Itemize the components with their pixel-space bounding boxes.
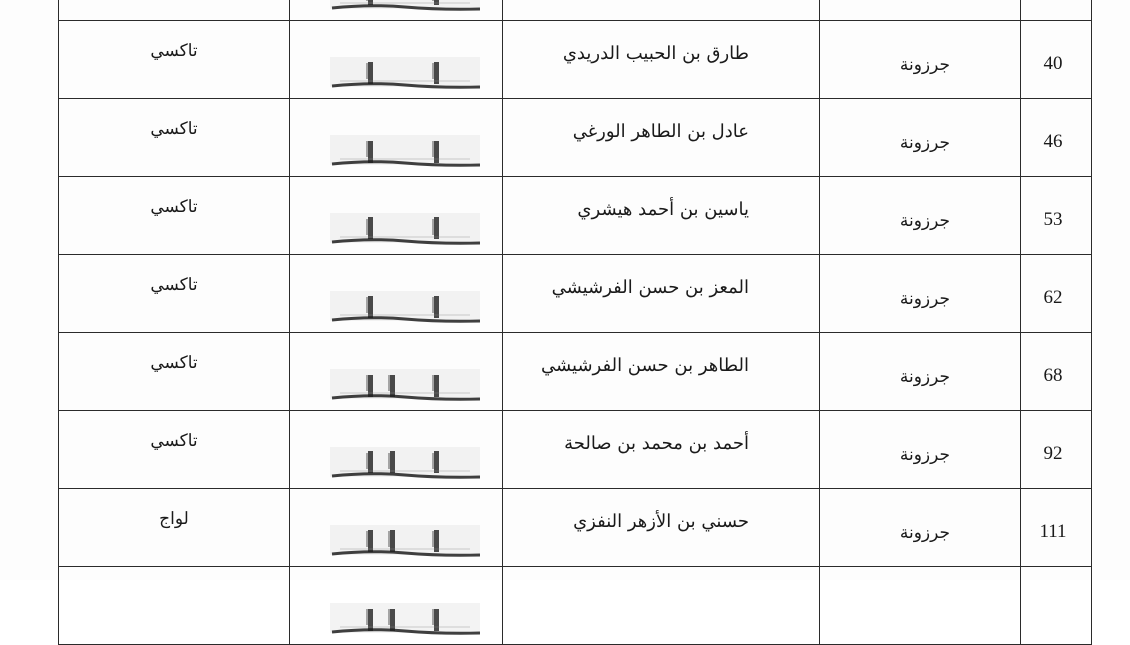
smudge-svg — [330, 0, 480, 15]
number-text: 68 — [1043, 365, 1063, 386]
name-text: المعز بن حسن الفرشيشي — [551, 277, 749, 298]
type-text: تاكسي — [150, 431, 198, 451]
type-cell — [59, 411, 290, 489]
number-cell — [1021, 99, 1092, 177]
type-cell — [59, 0, 290, 21]
name-text: الطاهر بن حسن الفرشيشي — [540, 355, 749, 376]
city-text: جرزونة — [899, 367, 950, 387]
name-text: حسني بن الأزهر النفزي — [573, 511, 749, 532]
city-text: جرزونة — [899, 445, 950, 465]
type-cell — [59, 21, 290, 99]
type-cell — [59, 99, 290, 177]
smudged-plate-mark — [330, 55, 480, 93]
plate-cell — [290, 99, 503, 177]
table-row — [59, 489, 1092, 567]
number-text: 92 — [1043, 443, 1063, 464]
plate-cell — [290, 411, 503, 489]
type-text: تاكسي — [150, 197, 198, 217]
type-text: تاكسي — [150, 119, 198, 139]
type-text: تاكسي — [150, 41, 198, 61]
smudge-svg — [330, 367, 480, 405]
type-cell — [59, 567, 290, 645]
type-text: تاكسي — [150, 353, 198, 373]
table-row — [59, 177, 1092, 255]
plate-cell — [290, 177, 503, 255]
smudged-plate-mark — [330, 289, 480, 327]
smudge-svg — [330, 601, 480, 639]
smudge-svg — [330, 523, 480, 561]
name-cell — [503, 177, 820, 255]
table-row — [59, 99, 1092, 177]
name-cell — [503, 333, 820, 411]
smudged-plate-mark — [330, 445, 480, 483]
type-cell — [59, 489, 290, 567]
number-cell — [1021, 177, 1092, 255]
number-text: 62 — [1043, 287, 1063, 308]
name-cell — [503, 99, 820, 177]
type-text: لواج — [159, 509, 189, 529]
name-text: ياسين بن أحمد هيشري — [577, 199, 749, 220]
city-cell — [820, 21, 1021, 99]
table-row — [59, 411, 1092, 489]
name-cell — [503, 489, 820, 567]
number-text: 40 — [1043, 53, 1063, 74]
type-cell — [59, 333, 290, 411]
type-cell — [59, 177, 290, 255]
plate-cell — [290, 21, 503, 99]
city-cell — [820, 0, 1021, 21]
number-cell — [1021, 0, 1092, 21]
number-text: 53 — [1043, 209, 1063, 230]
city-text: جرزونة — [899, 55, 950, 75]
table-row — [59, 21, 1092, 99]
city-text: جرزونة — [899, 211, 950, 231]
smudged-plate-mark — [330, 367, 480, 405]
number-cell — [1021, 567, 1092, 645]
name-cell — [503, 255, 820, 333]
type-cell — [59, 255, 290, 333]
name-cell — [503, 0, 820, 21]
city-cell — [820, 333, 1021, 411]
smudged-plate-mark — [330, 211, 480, 249]
number-cell — [1021, 411, 1092, 489]
smudge-svg — [330, 445, 480, 483]
smudge-svg — [330, 211, 480, 249]
city-cell — [820, 489, 1021, 567]
number-cell — [1021, 21, 1092, 99]
smudged-plate-mark — [330, 0, 480, 15]
plate-cell — [290, 489, 503, 567]
table-row — [59, 333, 1092, 411]
plate-cell — [290, 0, 503, 21]
table-row — [59, 0, 1092, 21]
name-cell — [503, 21, 820, 99]
plate-cell — [290, 255, 503, 333]
smudge-svg — [330, 289, 480, 327]
name-text: أحمد بن محمد بن صالحة — [564, 433, 749, 454]
plate-cell — [290, 333, 503, 411]
plate-cell — [290, 567, 503, 645]
table-row — [59, 255, 1092, 333]
city-text: جرزونة — [899, 289, 950, 309]
city-text: جرزونة — [899, 133, 950, 153]
smudge-svg — [330, 133, 480, 171]
number-cell — [1021, 489, 1092, 567]
smudge-svg — [330, 55, 480, 93]
city-cell — [820, 255, 1021, 333]
name-cell — [503, 567, 820, 645]
type-text: تاكسي — [150, 275, 198, 295]
number-cell — [1021, 255, 1092, 333]
name-text: عادل بن الطاهر الورغي — [572, 121, 749, 142]
city-text: جرزونة — [899, 523, 950, 543]
table-row — [59, 567, 1092, 645]
city-cell — [820, 567, 1021, 645]
smudged-plate-mark — [330, 601, 480, 639]
name-cell — [503, 411, 820, 489]
name-text: طارق بن الحبيب الدريدي — [562, 43, 749, 64]
number-cell — [1021, 333, 1092, 411]
city-cell — [820, 177, 1021, 255]
number-text: 111 — [1039, 521, 1067, 542]
records-table — [58, 0, 1092, 645]
city-cell — [820, 411, 1021, 489]
city-cell — [820, 99, 1021, 177]
smudged-plate-mark — [330, 523, 480, 561]
smudged-plate-mark — [330, 133, 480, 171]
number-text: 46 — [1043, 131, 1063, 152]
